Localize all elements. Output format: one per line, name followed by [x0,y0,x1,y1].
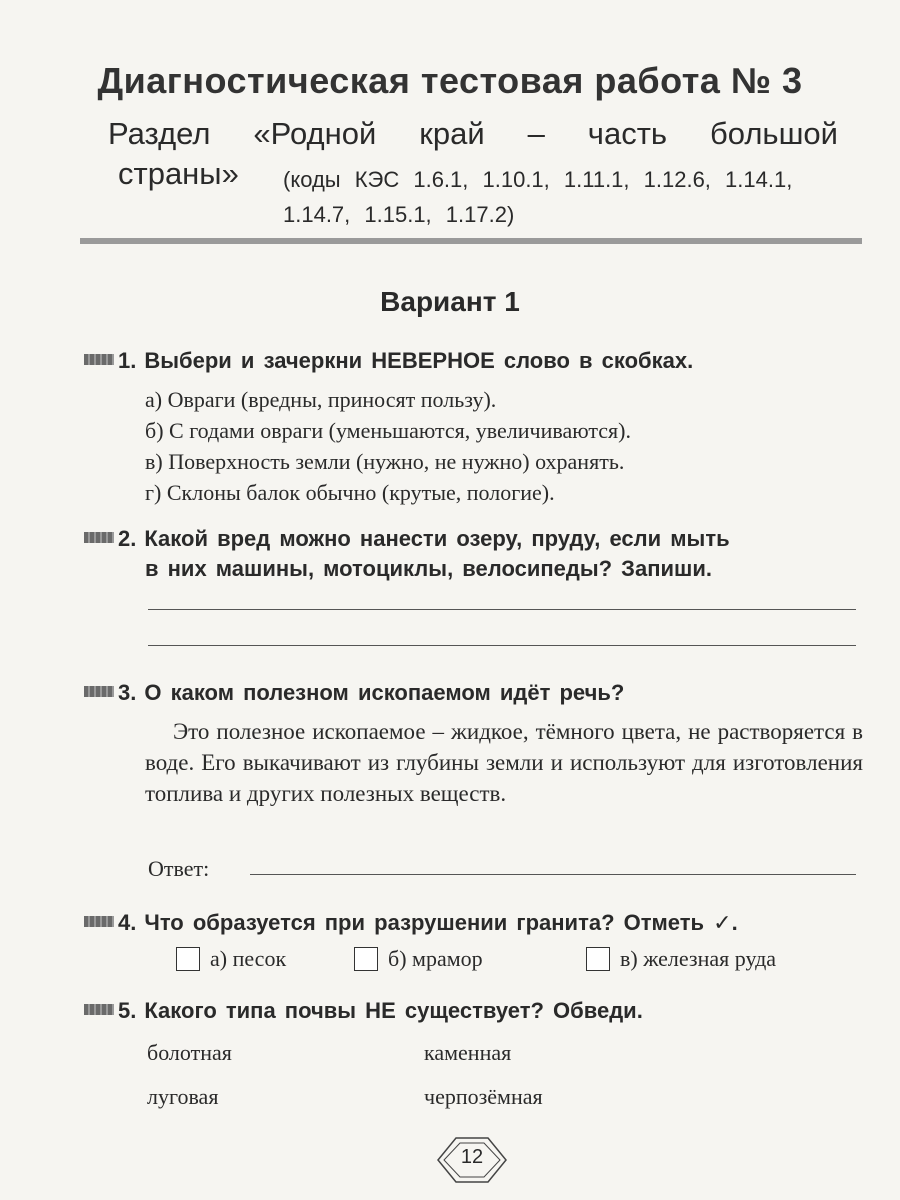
task-1-item[interactable]: б) С годами овраги (уменьшаются, увеличиваются). [145,418,631,443]
divider [80,238,862,244]
task-4-heading [84,910,738,936]
option-iron-ore[interactable] [586,946,776,972]
task-5-heading [84,998,643,1024]
soil-word[interactable]: болотная [147,1040,232,1065]
task-number: 2. [118,526,137,551]
page-title: Диагностическая тестовая работа № 3 [97,60,803,101]
section-title-continued: страны» [118,156,239,191]
answer-line[interactable] [250,874,856,875]
task-text: Выбери и зачеркни НЕВЕРНОЕ слово в скобках. [144,348,694,373]
task-number: 1. [118,348,137,373]
task-2-heading-continued [145,556,712,582]
task-1-item[interactable]: в) Поверхность земли (нужно, не нужно) охранять. [145,449,625,474]
option-label: б) мрамор [388,946,483,971]
soil-word[interactable]: луговая [147,1084,219,1109]
variant-heading: Вариант 1 [380,286,520,317]
task-number: 3. [118,680,137,705]
answer-line[interactable] [148,609,856,610]
option-label: в) железная руда [620,946,777,971]
task-1-item[interactable]: г) Склоны балок обычно (крутые, пологие). [145,480,555,505]
task-3-paragraph: Это полезное ископаемое – жидкое, тёмного цвета, не растворяется в воде. Его выкачивают из глубины земли и используют для изготовления топлива и других полезных веществ. [145,719,863,806]
task-number: 4. [118,910,137,935]
soil-word[interactable]: каменная [424,1040,512,1065]
task-1-item[interactable]: а) Овраги (вредны, приносят пользу). [145,387,497,412]
page-number-text: 12 [460,1146,484,1168]
task-marker-icon [84,916,114,927]
task-2-heading [84,526,730,552]
task-1-heading [84,348,693,374]
option-label: а) песок [210,946,287,971]
task-marker-icon [84,532,114,543]
task-text: Что образуется при разрушении гранита? Отметь ✓. [144,910,738,935]
task-marker-icon [84,354,114,365]
answer-label: Ответ: [148,856,210,881]
task-3-heading [84,680,624,706]
answer-line[interactable] [148,645,856,646]
task-marker-icon [84,1004,114,1015]
option-sand[interactable] [176,946,286,972]
task-marker-icon [84,686,114,697]
task-text: О каком полезном ископаемом идёт речь? [144,680,625,705]
section-title: Раздел «Родной край – часть большой [108,116,838,151]
option-marble[interactable] [354,946,483,972]
checkbox[interactable] [586,947,610,971]
task-text: Какой вред можно нанести озеру, пруду, если мыть [144,526,730,551]
task-1-items [145,384,631,508]
task-text: Какого типа почвы НЕ существует? Обведи. [144,998,643,1023]
checkbox[interactable] [354,947,378,971]
soil-word[interactable]: черпозёмная [424,1084,543,1109]
kes-codes: (коды КЭС 1.6.1, 1.10.1, 1.11.1, 1.12.6, 1.14.1, 1.14.7, 1.15.1, 1.17.2) [283,167,793,227]
page-number [432,1132,512,1188]
task-number: 5. [118,998,137,1023]
checkbox[interactable] [176,947,200,971]
task-text: в них машины, мотоциклы, велосипеды? Запиши. [145,556,712,581]
